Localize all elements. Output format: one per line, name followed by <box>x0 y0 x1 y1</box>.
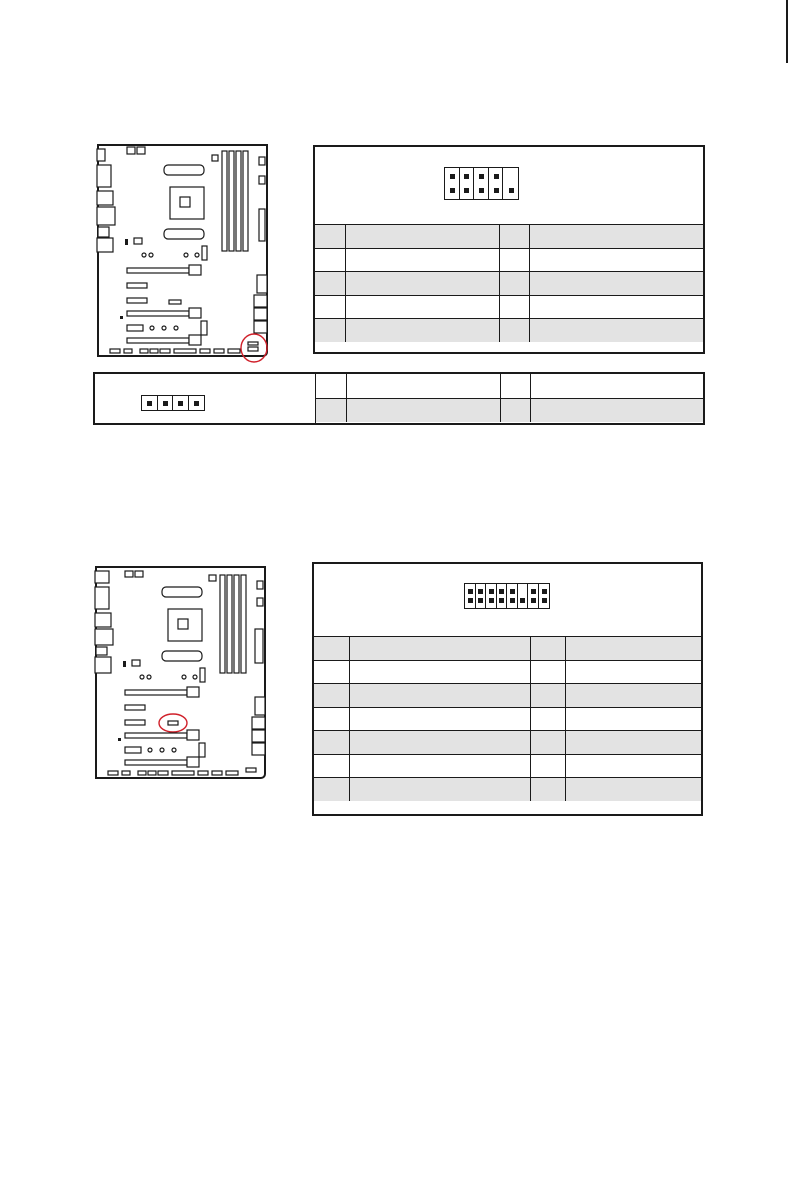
pin-number <box>315 248 345 272</box>
header-connector-4pin <box>141 395 205 411</box>
pin <box>478 589 483 594</box>
pin-number <box>314 707 349 731</box>
pin-number <box>315 295 345 319</box>
motherboard-diagram-1 <box>94 143 274 365</box>
signal-name <box>345 319 499 343</box>
signal-name <box>529 319 703 343</box>
signal-name <box>349 778 530 802</box>
pin <box>520 598 525 603</box>
pin <box>489 589 494 594</box>
signal-name <box>529 295 703 319</box>
signal-name <box>349 660 530 684</box>
pin-number <box>530 754 565 778</box>
signal-name <box>565 684 701 708</box>
signal-name <box>345 295 499 319</box>
table-row <box>315 225 703 249</box>
table-row <box>314 660 701 684</box>
pin <box>509 188 514 193</box>
pin <box>531 589 536 594</box>
pin-number <box>314 778 349 802</box>
signal-name <box>345 272 499 296</box>
pinout-panel-10pin <box>313 145 705 354</box>
table-row <box>315 295 703 319</box>
pin-number <box>314 731 349 755</box>
pin <box>499 598 504 603</box>
signal-name <box>565 637 701 661</box>
table-row <box>315 319 703 343</box>
pin-number <box>316 374 346 398</box>
pin <box>494 188 499 193</box>
signal-name <box>345 248 499 272</box>
page-edge-rule <box>786 0 788 63</box>
table-row <box>314 778 701 802</box>
pin <box>147 401 152 406</box>
table-row <box>314 637 701 661</box>
pin <box>494 174 499 179</box>
pin <box>178 401 183 406</box>
signal-name <box>346 374 500 398</box>
pin <box>479 188 484 193</box>
pin <box>531 598 536 603</box>
pin-number <box>530 778 565 802</box>
signal-name <box>346 398 500 422</box>
pinout-panel-4pin <box>93 372 705 425</box>
table-row <box>314 684 701 708</box>
pin-number <box>499 272 529 296</box>
signal-name <box>565 778 701 802</box>
pin <box>468 598 473 603</box>
pin-number <box>530 660 565 684</box>
pin <box>464 174 469 179</box>
pin <box>479 174 484 179</box>
pin-number <box>530 731 565 755</box>
signal-name <box>529 272 703 296</box>
pin-number <box>500 374 530 398</box>
signal-name <box>345 225 499 249</box>
table-row <box>315 248 703 272</box>
pin <box>542 589 547 594</box>
pin-number <box>314 660 349 684</box>
pin <box>499 589 504 594</box>
signal-name <box>565 660 701 684</box>
pin <box>510 598 515 603</box>
pin-number <box>316 398 346 422</box>
pin <box>163 401 168 406</box>
signal-name <box>530 398 703 422</box>
pin <box>450 174 455 179</box>
signal-name <box>349 707 530 731</box>
pin <box>489 598 494 603</box>
pin <box>450 188 455 193</box>
table-row <box>314 731 701 755</box>
signal-name <box>349 731 530 755</box>
table-row <box>314 707 701 731</box>
header-connector-16pin <box>464 583 550 609</box>
signal-name <box>565 731 701 755</box>
signal-name <box>349 754 530 778</box>
pin-number <box>499 248 529 272</box>
pinout-table-10pin <box>315 224 703 342</box>
pinout-table-16pin <box>314 636 701 801</box>
table-row <box>316 374 703 398</box>
header-connector-10pin <box>444 167 519 200</box>
table-row <box>315 272 703 296</box>
signal-name <box>529 225 703 249</box>
table-row <box>316 398 703 422</box>
signal-name <box>529 248 703 272</box>
signal-name <box>530 374 703 398</box>
connector-area <box>314 564 701 636</box>
signal-name <box>349 684 530 708</box>
connector-area <box>315 147 703 224</box>
motherboard-diagram-2 <box>92 565 272 787</box>
signal-name <box>565 754 701 778</box>
pin-number <box>315 225 345 249</box>
pin <box>468 589 473 594</box>
pin-number <box>530 637 565 661</box>
pinout-table-4pin <box>316 374 703 422</box>
pin-number <box>530 684 565 708</box>
pin-number <box>499 295 529 319</box>
pin-number <box>314 637 349 661</box>
pin <box>478 598 483 603</box>
table-row <box>314 754 701 778</box>
signal-name <box>565 707 701 731</box>
pin <box>510 589 515 594</box>
connector-area <box>95 374 316 423</box>
pin-number <box>314 684 349 708</box>
pin-number <box>499 319 529 343</box>
pin <box>464 188 469 193</box>
pin-number <box>315 319 345 343</box>
pin-number <box>530 707 565 731</box>
pin-number <box>500 398 530 422</box>
pin <box>194 401 199 406</box>
pin <box>542 598 547 603</box>
pin-number <box>499 225 529 249</box>
signal-name <box>349 637 530 661</box>
pinout-panel-16pin <box>312 562 703 816</box>
pin-number <box>314 754 349 778</box>
pin-number <box>315 272 345 296</box>
